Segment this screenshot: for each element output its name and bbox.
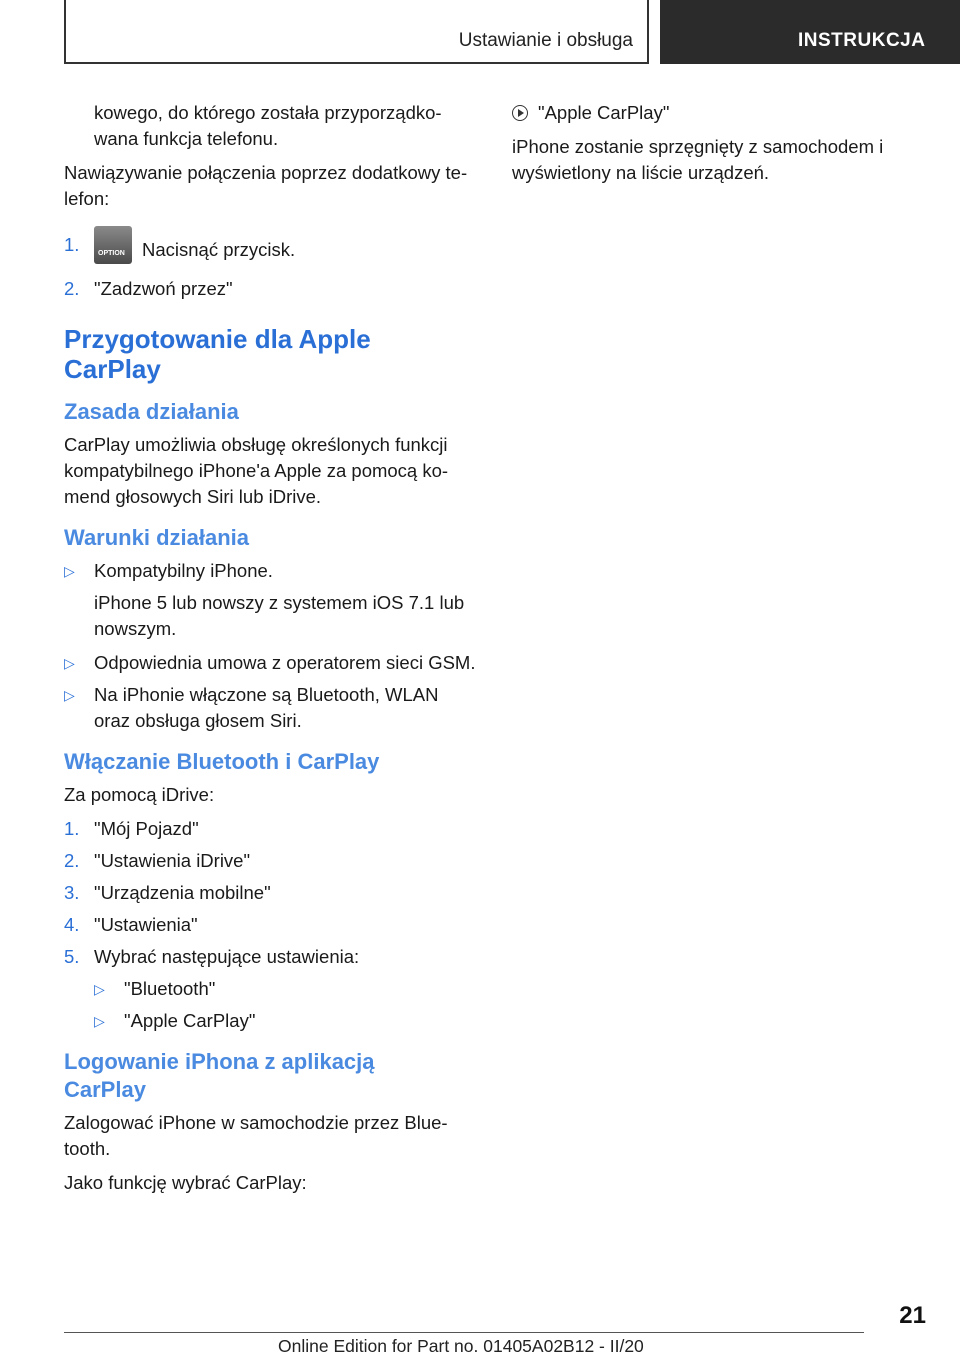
list-text: Wybrać następujące ustawienia:	[94, 946, 360, 967]
page-number: 21	[899, 1302, 926, 1329]
option-button-icon: OPTION	[94, 226, 132, 264]
triangle-bullet-icon: ▷	[94, 1013, 105, 1029]
list-text: Odpowiednia umowa z operatorem sieci GSM.	[94, 652, 476, 673]
triangle-bullet-icon: ▷	[64, 687, 75, 703]
paragraph-select: Jako funkcję wybrać CarPlay:	[64, 1172, 307, 1193]
menu-item-apple-carplay	[512, 100, 912, 126]
triangle-bullet-icon: ▷	[64, 655, 75, 671]
header-tab-label: INSTRUKCJA	[798, 30, 926, 51]
list-number: 3.	[64, 882, 80, 903]
left-column	[64, 100, 478, 1204]
list-number: 5.	[64, 946, 80, 967]
section-heading: Przygotowanie dla Apple CarPlay	[64, 324, 371, 384]
paragraph-connection: Nawiązywanie połączenia poprzez dodatkowy te-lefon:	[64, 162, 468, 209]
list-item	[64, 880, 478, 906]
list-text: "Urządzenia mobilne"	[94, 882, 271, 903]
list-text: Kompatybilny iPhone.	[94, 560, 273, 581]
paragraph-principle: CarPlay umożliwia obsługę określonych funkcji kompatybilnego iPhone'a Apple za pomocą ko-mend głosowych Siri lub iDrive.	[64, 434, 449, 507]
list-text: "Bluetooth"	[124, 978, 216, 999]
list-text: Nacisnąć przycisk.	[142, 238, 296, 260]
footer-edition: Online Edition for Part no. 01405A02B12 - II/20	[278, 1336, 644, 1356]
footer-divider	[64, 1332, 864, 1333]
list-item	[64, 944, 478, 970]
list-subtext: iPhone 5 lub nowszy z systemem iOS 7.1 lub nowszym.	[94, 592, 465, 639]
list-text: "Ustawienia"	[94, 914, 198, 935]
list-item	[64, 232, 478, 270]
subsection-heading-enable: Włączanie Bluetooth i CarPlay	[64, 749, 380, 774]
list-text: "Apple CarPlay"	[124, 1010, 256, 1031]
paragraph-continuation: kowego, do którego została przyporządko-wana funkcja telefonu.	[94, 102, 442, 149]
list-text: "Zadzwoń przez"	[94, 278, 233, 299]
paragraph-login: Zalogować iPhone w samochodzie przez Blue-tooth.	[64, 1112, 448, 1159]
list-text: Na iPhonie włączone są Bluetooth, WLAN oraz obsługa głosem Siri.	[94, 684, 439, 731]
list-item	[64, 912, 478, 938]
paragraph-paired: iPhone zostanie sprzęgnięty z samochodem i wyświetlony na liście urządzeń.	[512, 136, 884, 183]
list-item	[94, 1008, 478, 1034]
header-section	[64, 0, 649, 64]
list-number: 1.	[64, 234, 80, 255]
header-section-title: Ustawianie i obsługa	[458, 30, 633, 51]
list-item	[94, 976, 478, 1002]
list-item	[64, 650, 478, 676]
menu-item-label: "Apple CarPlay"	[538, 102, 670, 123]
list-item	[64, 558, 478, 584]
list-item	[64, 816, 478, 842]
list-number: 4.	[64, 914, 80, 935]
list-item	[64, 848, 478, 874]
right-column	[512, 100, 912, 194]
subsection-heading-login: Logowanie iPhona z aplikacją CarPlay	[64, 1049, 375, 1102]
list-number: 2.	[64, 850, 80, 871]
play-circle-icon	[512, 105, 528, 121]
header-tab	[660, 0, 960, 64]
subsection-heading-principle: Zasada działania	[64, 399, 239, 424]
triangle-bullet-icon: ▷	[64, 563, 75, 579]
paragraph-enable: Za pomocą iDrive:	[64, 784, 215, 805]
list-text: "Mój Pojazd"	[94, 818, 199, 839]
triangle-bullet-icon: ▷	[94, 981, 105, 997]
list-number: 1.	[64, 818, 80, 839]
list-item	[64, 682, 478, 734]
list-text: "Ustawienia iDrive"	[94, 850, 251, 871]
list-item	[64, 276, 478, 302]
list-number: 2.	[64, 278, 80, 299]
subsection-heading-conditions: Warunki działania	[64, 525, 250, 550]
